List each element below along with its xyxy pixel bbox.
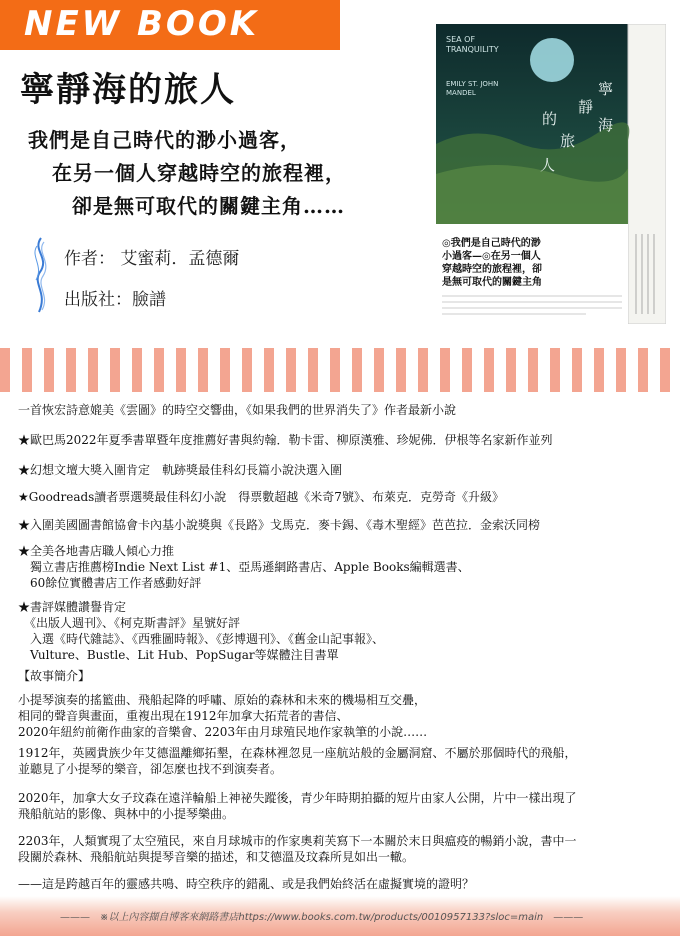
- cover-title-char-4: 的: [542, 110, 558, 128]
- cover-quote-3: 穿越時空的旅程裡，卻: [442, 264, 542, 275]
- body-paragraph: ★書評媒體讚譽肯定 《出版人週刊》、《柯克斯書評》星號好評 入選《時代雜誌》、《西雅圖時報》、《彭博週刊》、《舊金山記事報》、 Vulture、Bustle、Lit Hub、PopSugar等媒體注目書單: [18, 600, 385, 662]
- body-paragraph: 一首恢宏詩意媲美《雲圖》的時空交響曲，《如果我們的世界消失了》作者最新小說: [18, 403, 457, 417]
- cover-title-char-1: 寧: [598, 80, 614, 98]
- body-paragraph: ★入圍美國圖書館協會卡內基小說獎與《長路》戈馬克．麥卡錫、《毒木聖經》芭芭拉．金索沃同榜: [18, 518, 541, 532]
- body-paragraph: 小提琴演奏的搖籃曲、飛船起降的呼嘯、原始的森林和未來的機場相互交疊， 相同的聲音與畫面，重複出現在1912年加拿大拓荒者的書信、 2020年紐約前衛作曲家的音樂會、2203年由月球殖民地作家執筆的小說……: [18, 693, 428, 739]
- banner-text: NEW BOOK: [24, 4, 260, 44]
- new-book-banner: [0, 0, 340, 50]
- author-line: 作者： 艾蜜莉．孟德爾: [64, 249, 240, 269]
- body-paragraph: ★Goodreads讀者票選獎最佳科幻小說 得票數超越《米奇7號》、布萊克．克勞奇《升級》: [18, 490, 504, 504]
- body-paragraph: ——這是跨越百年的靈感共鳴、時空秩序的錯亂、或是我們始終活在虛擬實境的證明？: [18, 877, 475, 891]
- cover-title-char-2: 靜: [578, 98, 594, 116]
- tagline-1: 我們是自己時代的渺小過客，: [28, 128, 301, 152]
- cover-quote-2: 小過客—◎在另一個人: [442, 251, 541, 262]
- cover-en-title-2: TRANQUILITY: [446, 45, 499, 54]
- cover-en-author-2: MANDEL: [446, 89, 476, 97]
- tagline-3: 卻是無可取代的關鍵主角……: [72, 194, 345, 218]
- footer-source-text: ——— ※以上內容擷自博客來網路書店https://www.books.com.tw/products/0010957133?sloc=main ———: [60, 912, 584, 923]
- book-title: 寧靜海的旅人: [20, 70, 236, 110]
- body-paragraph: 1912年，英國貴族少年艾德溫離鄉拓墾，在森林裡忽見一座航站般的金屬洞窟、不屬於那個時代的飛船， 並聽見了小提琴的樂音，卻怎麼也找不到演奏者。: [18, 746, 577, 776]
- body-paragraph: ★幻想文壇大獎入圍肯定 軌跡獎最佳科幻長篇小說決選入圍: [18, 463, 343, 477]
- footer-bar: [0, 896, 680, 936]
- body-paragraph: ★歐巴馬2022年夏季書單暨年度推薦好書與約翰．勒卡雷、柳原漢雅、珍妮佛．伊根等名家新作並列: [18, 433, 553, 447]
- body-paragraph: 【故事簡介】: [18, 669, 91, 683]
- striped-divider: [0, 348, 680, 392]
- body-paragraph: ★全美各地書店職人傾心力推 獨立書店推薦榜Indie Next List #1、亞馬遜網路書店、Apple Books編輯選書、 60餘位實體書店工作者感動好評: [18, 544, 470, 590]
- tagline-2: 在另一個人穿越時空的旅程裡，: [52, 161, 346, 185]
- cover-title-char-6: 人: [540, 156, 556, 174]
- body-paragraph: 2203年，人類實現了太空殖民，來自月球城市的作家奧莉芙寫下一本關於末日與瘟疫的暢銷小說，書中一 段關於森林、飛船航站與提琴音樂的描述，和艾德溫及玟森所見如出一轍。: [18, 834, 577, 864]
- cover-en-title-1: SEA OF: [446, 35, 476, 44]
- cover-quote-4: 是無可取代的關鍵主角: [442, 277, 542, 288]
- body-paragraph: 2020年，加拿大女子玟森在遠洋輪船上神祕失蹤後，青少年時期拍攝的短片由家人公開，片中一樣出現了 飛船航站的影像、與林中的小提琴樂曲。: [18, 791, 577, 821]
- wave-ornament-icon: [30, 236, 52, 314]
- cover-quote-1: ◎我們是自己時代的渺: [442, 238, 541, 249]
- publisher-line: 出版社：臉譜: [64, 290, 166, 310]
- cover-en-author-1: EMILY ST. JOHN: [446, 80, 499, 88]
- book-cover: [436, 24, 666, 324]
- cover-title-char-3: 海: [598, 116, 614, 134]
- cover-title-char-5: 旅: [560, 132, 576, 150]
